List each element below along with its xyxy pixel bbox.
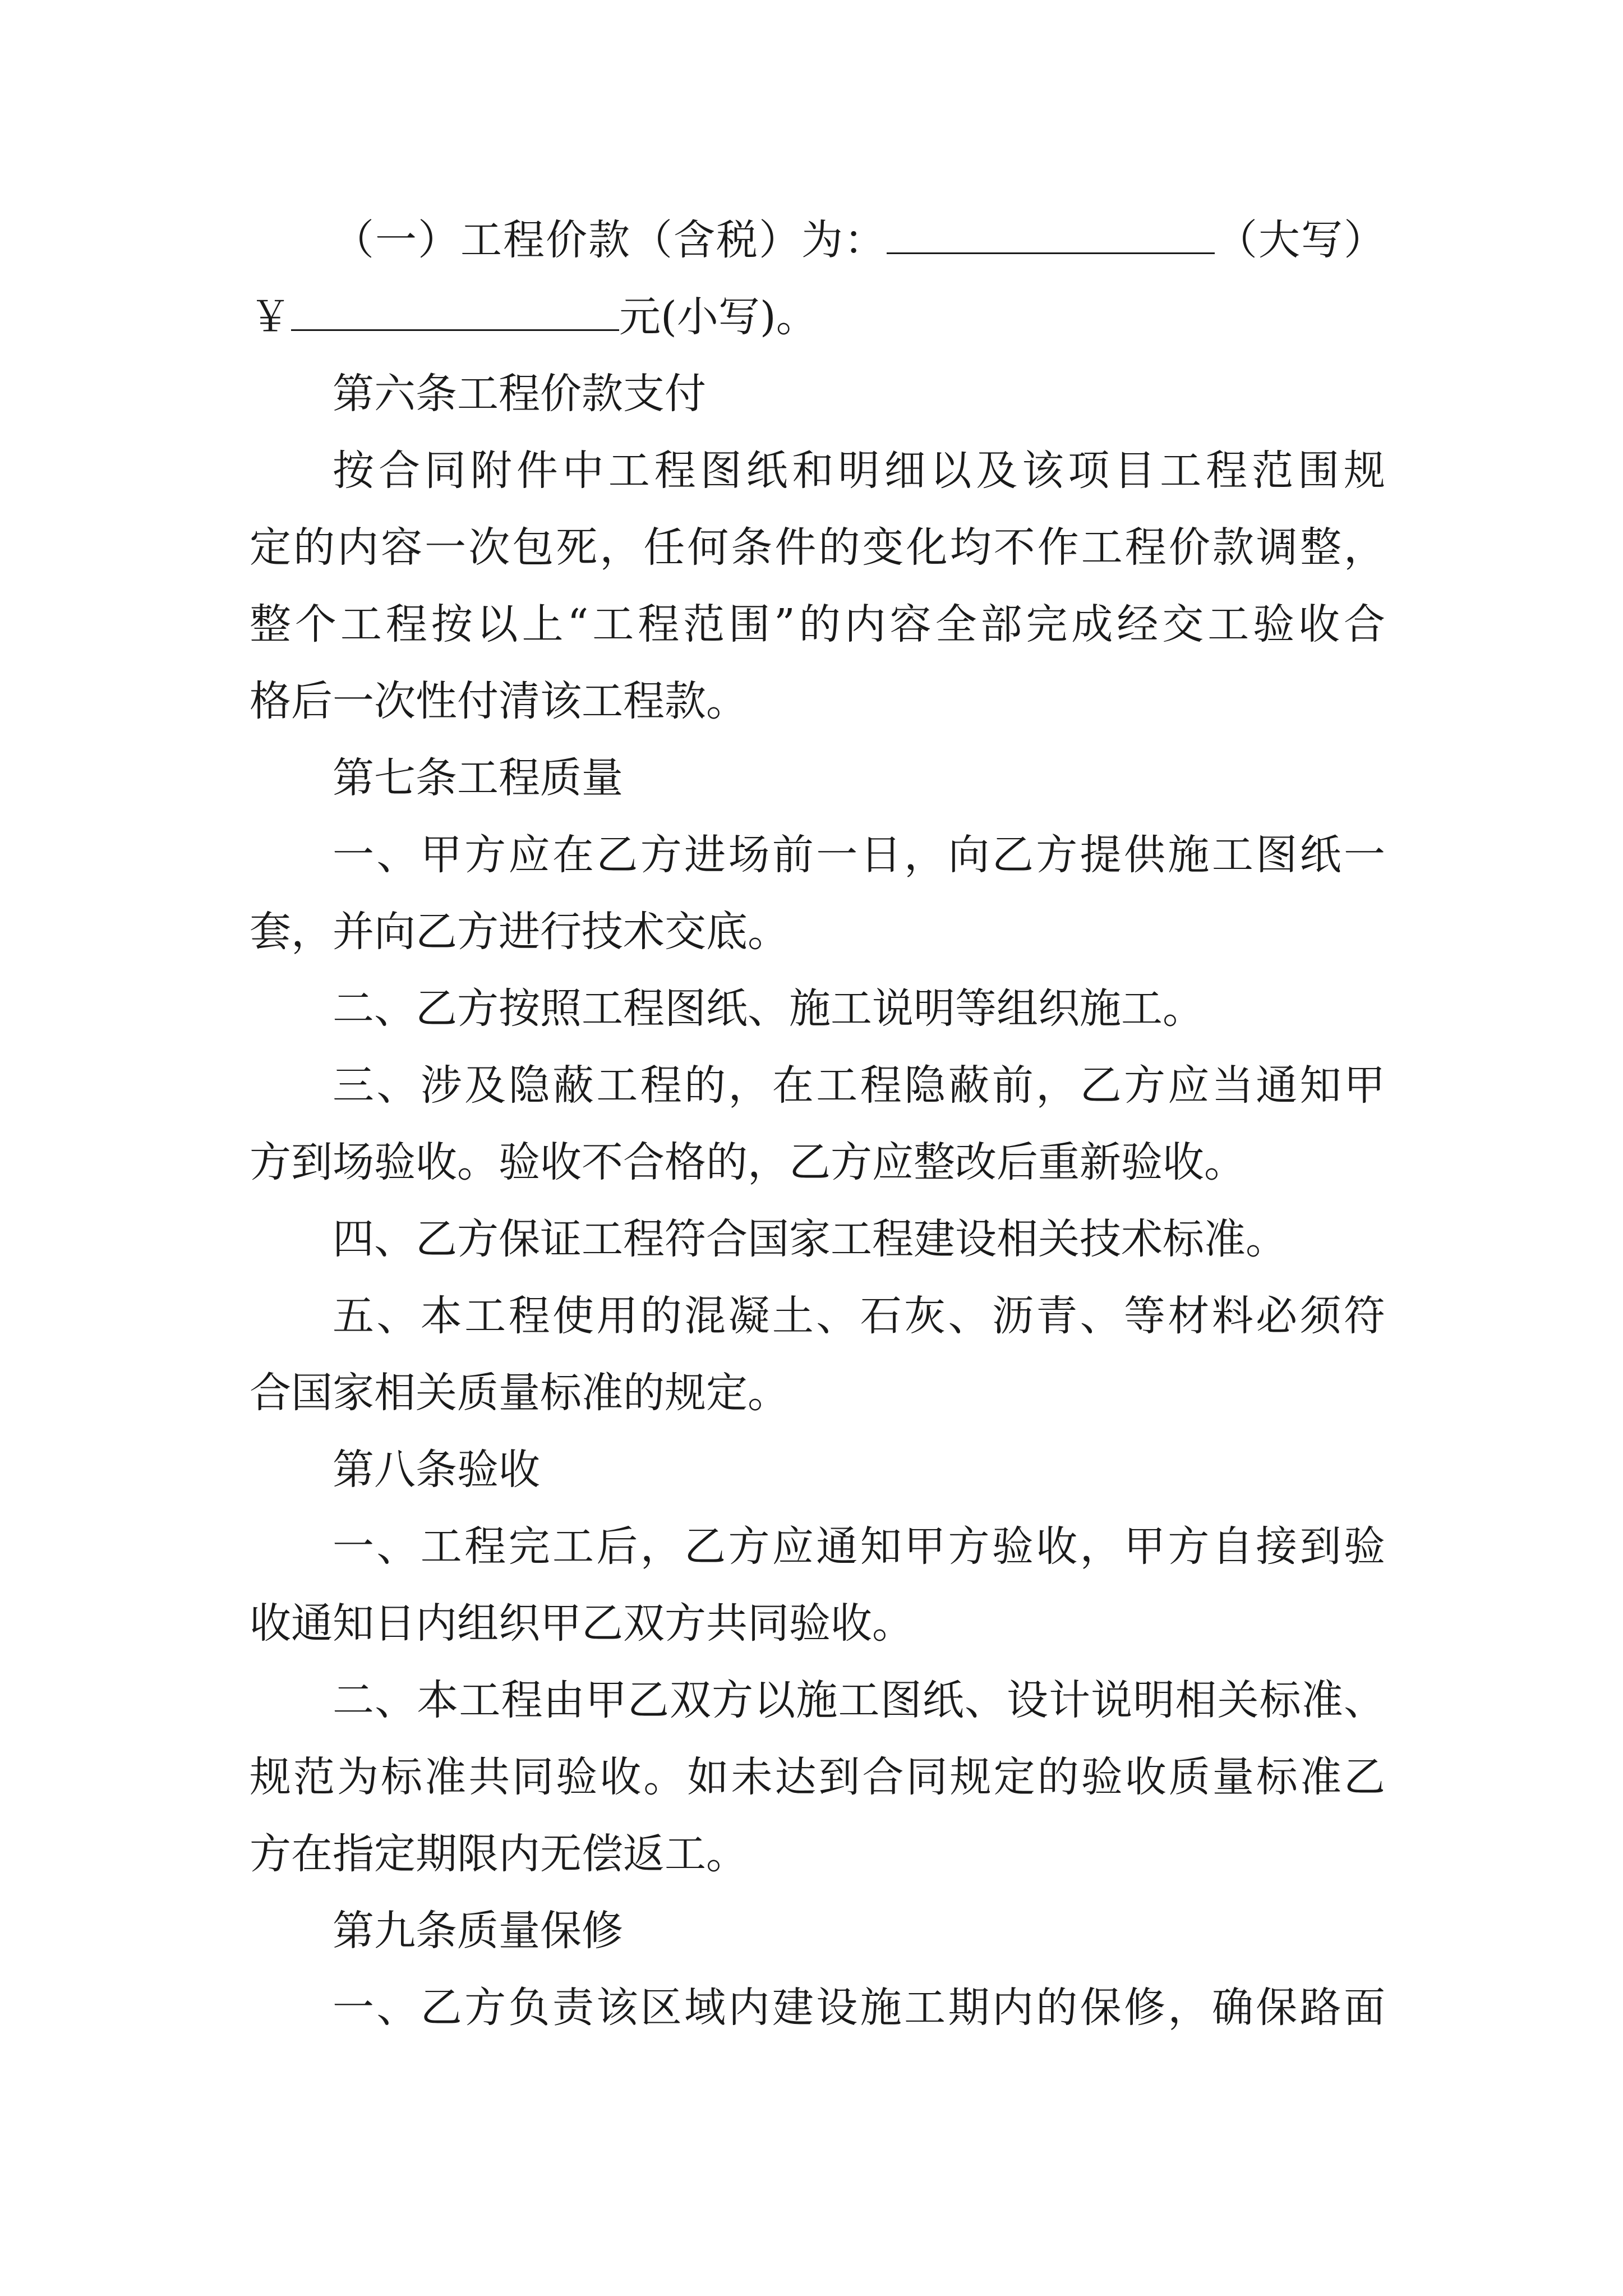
article-8-item-line: 收通知日内组织甲乙双方共同验收。: [250, 1599, 914, 1648]
article-9-item-line: 一、乙方负责该区域内建设施工期内的保修，确保路面: [333, 1984, 1385, 2032]
price-uppercase-label: （大写）: [1215, 216, 1385, 264]
yuan-sign: ￥: [250, 293, 291, 341]
price-lowercase-label: 元(小写)。: [619, 293, 818, 341]
article-9-heading: 第九条质量保修: [333, 1907, 623, 1955]
article-8-item-line: 一、工程完工后，乙方应通知甲方验收，甲方自接到验: [333, 1522, 1385, 1571]
price-line-2: [250, 279, 1385, 356]
article-7-item-line: 套，并向乙方进行技术交底。: [250, 908, 789, 956]
article-8-heading: 第八条验收: [333, 1446, 540, 1494]
article-6-paragraph-line: 按合同附件中工程图纸和明细以及该项目工程范围规: [333, 447, 1385, 495]
price-uppercase-blank: [887, 219, 1215, 254]
price-lowercase-blank: [291, 296, 619, 331]
article-6-heading: 第六条工程价款支付: [333, 370, 706, 418]
article-7-item-line: 合国家相关质量标准的规定。: [250, 1369, 789, 1417]
article-8-item-line: 方在指定期限内无偿返工。: [250, 1830, 748, 1878]
article-8-item-line: 二、本工程由甲乙双方以施工图纸、设计说明相关标准、: [333, 1676, 1385, 1724]
price-label: （一）工程价款（含税）为：: [333, 216, 887, 264]
article-6-paragraph-line: 格后一次性付清该工程款。: [250, 677, 748, 725]
article-7-heading: 第七条工程质量: [333, 754, 623, 802]
article-7-item-line: 二、乙方按照工程图纸、施工说明等组织施工。: [333, 984, 1204, 1033]
article-7-item-line: 三、涉及隐蔽工程的，在工程隐蔽前，乙方应当通知甲: [333, 1061, 1385, 1110]
article-7-item-line: 四、乙方保证工程符合国家工程建设相关技术标准。: [333, 1215, 1287, 1263]
article-7-item-line: 五、本工程使用的混凝土、石灰、沥青、等材料必须符: [333, 1292, 1385, 1340]
price-line-1: [250, 202, 1385, 279]
article-6-paragraph-line: 定的内容一次包死，任何条件的变化均不作工程价款调整，: [250, 523, 1385, 572]
article-6-paragraph-line: 整个工程按以上“工程范围”的内容全部完成经交工验收合: [250, 600, 1385, 648]
article-8-item-line: 规范为标准共同验收。如未达到合同规定的验收质量标准乙: [250, 1753, 1385, 1801]
document-body: [250, 202, 1385, 2046]
article-7-item-line: 一、甲方应在乙方进场前一日，向乙方提供施工图纸一: [333, 831, 1385, 879]
article-7-item-line: 方到场验收。验收不合格的，乙方应整改后重新验收。: [250, 1138, 1246, 1186]
